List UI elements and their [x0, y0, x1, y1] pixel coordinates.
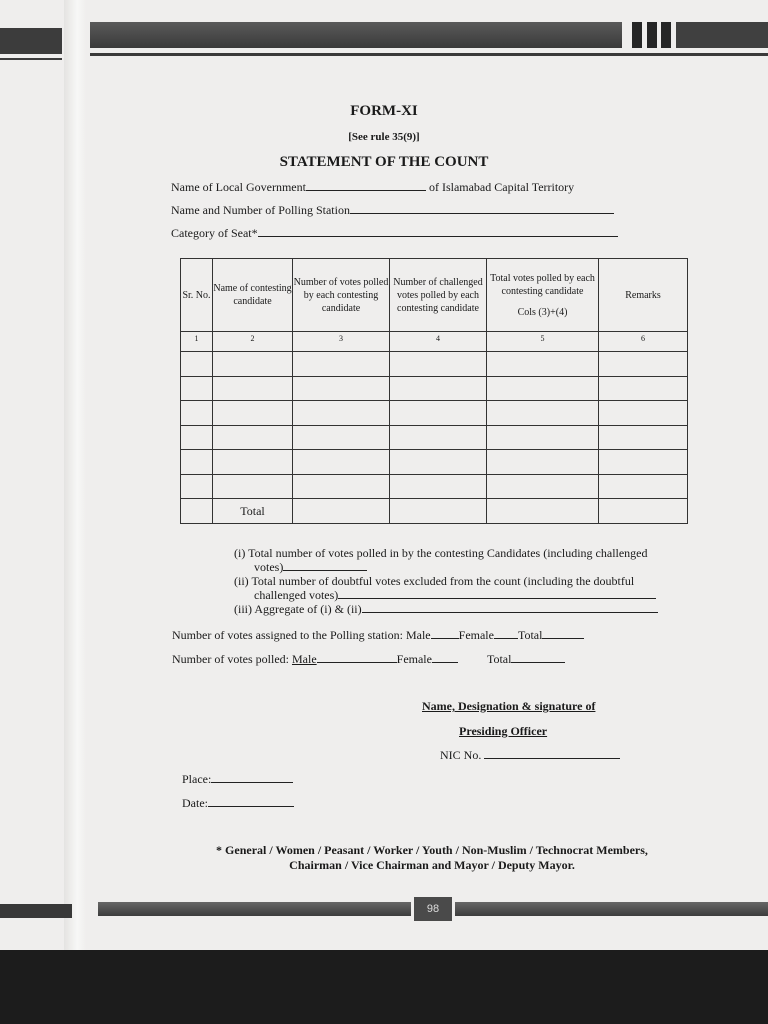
header-remarks: Remarks [599, 259, 688, 332]
local-government-blank[interactable] [306, 180, 426, 191]
header-total-votes-cols: Cols (3)+(4) [517, 306, 568, 318]
header-total-votes [487, 259, 599, 332]
votes-polled-line: Number of votes polled: Male Female Total [172, 652, 565, 667]
table-cell[interactable] [293, 401, 390, 426]
header-total-votes-label: Total votes polled by each contesting candidate [490, 272, 595, 297]
summary-item-1-blank[interactable] [283, 560, 367, 571]
table-cell[interactable] [293, 474, 390, 499]
total-label: Total [213, 499, 293, 524]
votes-assigned-male-blank[interactable] [431, 628, 459, 639]
header-votes-polled: Number of votes polled by each contesting candidate [293, 259, 390, 332]
table-cell[interactable] [213, 376, 293, 401]
total-cell[interactable] [390, 499, 487, 524]
header-block [661, 22, 671, 48]
table-row [181, 352, 688, 377]
table-cell[interactable] [390, 401, 487, 426]
column-number: 3 [293, 332, 390, 352]
table-cell[interactable] [599, 376, 688, 401]
header-rule-left [0, 58, 62, 60]
table-row [181, 450, 688, 475]
table-cell[interactable] [487, 376, 599, 401]
table-cell[interactable] [599, 352, 688, 377]
signature-heading: Name, Designation & signature of [422, 699, 596, 713]
footer-bar [455, 902, 768, 916]
votes-assigned-female-blank[interactable] [494, 628, 518, 639]
header-bar-right [676, 22, 768, 48]
form-title: FORM-XI [350, 103, 418, 119]
table-cell[interactable] [599, 450, 688, 475]
table-row [181, 474, 688, 499]
table-cell[interactable] [181, 352, 213, 377]
rule-reference: [See rule 35(9)] [348, 131, 420, 143]
local-government-field [171, 180, 574, 195]
table-cell[interactable] [599, 401, 688, 426]
summary-item-2: (ii) Total number of doubtful votes excluded from the count (including the doubtful [234, 574, 635, 588]
count-table [180, 258, 688, 524]
total-cell[interactable] [487, 499, 599, 524]
place-blank[interactable] [211, 772, 293, 783]
total-cell[interactable] [293, 499, 390, 524]
table-cell[interactable] [293, 425, 390, 450]
table-cell[interactable] [390, 450, 487, 475]
nic-field [440, 748, 620, 763]
table-cell[interactable] [293, 352, 390, 377]
table-cell[interactable] [213, 474, 293, 499]
date-blank[interactable] [208, 796, 294, 807]
local-government-suffix: of Islamabad Capital Territory [428, 180, 575, 194]
table-header-row [181, 259, 688, 332]
footnote-line-2: Chairman / Vice Chairman and Mayor / Deputy Mayor. [289, 858, 575, 872]
polling-station-blank[interactable] [350, 203, 614, 214]
votes-assigned-line: Number of votes assigned to the Polling station: Male Female Total [172, 628, 584, 643]
nic-label: NIC No. [440, 748, 482, 762]
votes-polled-male-blank[interactable] [317, 652, 397, 663]
summary-item-2-blank[interactable] [338, 588, 656, 599]
header-block [632, 22, 642, 48]
table-cell[interactable] [487, 352, 599, 377]
date-field: Date: [182, 796, 294, 811]
table-cell[interactable] [390, 474, 487, 499]
header-bar [90, 22, 622, 48]
table-cell[interactable] [213, 425, 293, 450]
summary-item-2-cont: challenged votes) [254, 588, 656, 603]
table-cell[interactable] [213, 352, 293, 377]
header-sr-no: Sr. No. [181, 259, 213, 332]
table-cell[interactable] [487, 450, 599, 475]
table-row [181, 376, 688, 401]
header-challenged-votes: Number of challenged votes polled by each contesting candidate [390, 259, 487, 332]
table-row [181, 425, 688, 450]
category-field [171, 226, 618, 241]
nic-blank[interactable] [484, 748, 620, 759]
votes-assigned-total-blank[interactable] [542, 628, 584, 639]
category-blank[interactable] [258, 226, 618, 237]
table-cell[interactable] [487, 401, 599, 426]
column-number: 6 [599, 332, 688, 352]
summary-item-1: (i) Total number of votes polled in by the contesting Candidates (including challenged [234, 546, 648, 560]
header-candidate-name: Name of contesting candidate [213, 259, 293, 332]
table-cell[interactable] [390, 376, 487, 401]
table-cell[interactable] [181, 425, 213, 450]
table-cell[interactable] [213, 401, 293, 426]
summary-item-1-cont: votes) [254, 560, 367, 575]
table-cell[interactable] [213, 450, 293, 475]
table-cell[interactable] [390, 352, 487, 377]
column-number: 1 [181, 332, 213, 352]
place-field: Place: [182, 772, 293, 787]
table-cell[interactable] [487, 474, 599, 499]
header-block [647, 22, 657, 48]
table-cell[interactable] [181, 376, 213, 401]
table-cell[interactable] [599, 425, 688, 450]
local-government-label: Name of Local Government [171, 180, 306, 194]
total-cell[interactable] [599, 499, 688, 524]
header-bar-left [0, 28, 62, 54]
column-number: 4 [390, 332, 487, 352]
table-cell[interactable] [293, 450, 390, 475]
polling-station-label: Name and Number of Polling Station [171, 203, 350, 217]
header-rule [90, 53, 768, 56]
footer-bar-left [0, 904, 72, 918]
footer-bar [98, 902, 411, 916]
column-number: 5 [487, 332, 599, 352]
table-cell[interactable] [487, 425, 599, 450]
table-cell [181, 499, 213, 524]
table-cell[interactable] [390, 425, 487, 450]
footnote-line-1: * General / Women / Peasant / Worker / Youth / Non-Muslim / Technocrat Members, [216, 843, 648, 857]
table-row [181, 401, 688, 426]
votes-polled-total-blank[interactable] [511, 652, 565, 663]
table-cell[interactable] [293, 376, 390, 401]
summary-item-3-blank[interactable] [362, 602, 658, 613]
page-number: 98 [414, 897, 452, 921]
table-cell[interactable] [181, 450, 213, 475]
category-label: Category of Seat* [171, 226, 258, 240]
table-cell[interactable] [181, 474, 213, 499]
summary-item-3: (iii) Aggregate of (i) & (ii) [234, 602, 658, 617]
polling-station-field [171, 203, 614, 218]
form-heading: STATEMENT OF THE COUNT [279, 154, 489, 170]
votes-polled-female-blank[interactable] [432, 652, 458, 663]
presiding-officer-label: Presiding Officer [459, 724, 548, 738]
table-cell[interactable] [181, 401, 213, 426]
column-number: 2 [213, 332, 293, 352]
table-cell[interactable] [599, 474, 688, 499]
column-number-row [181, 332, 688, 352]
total-row [181, 499, 688, 524]
